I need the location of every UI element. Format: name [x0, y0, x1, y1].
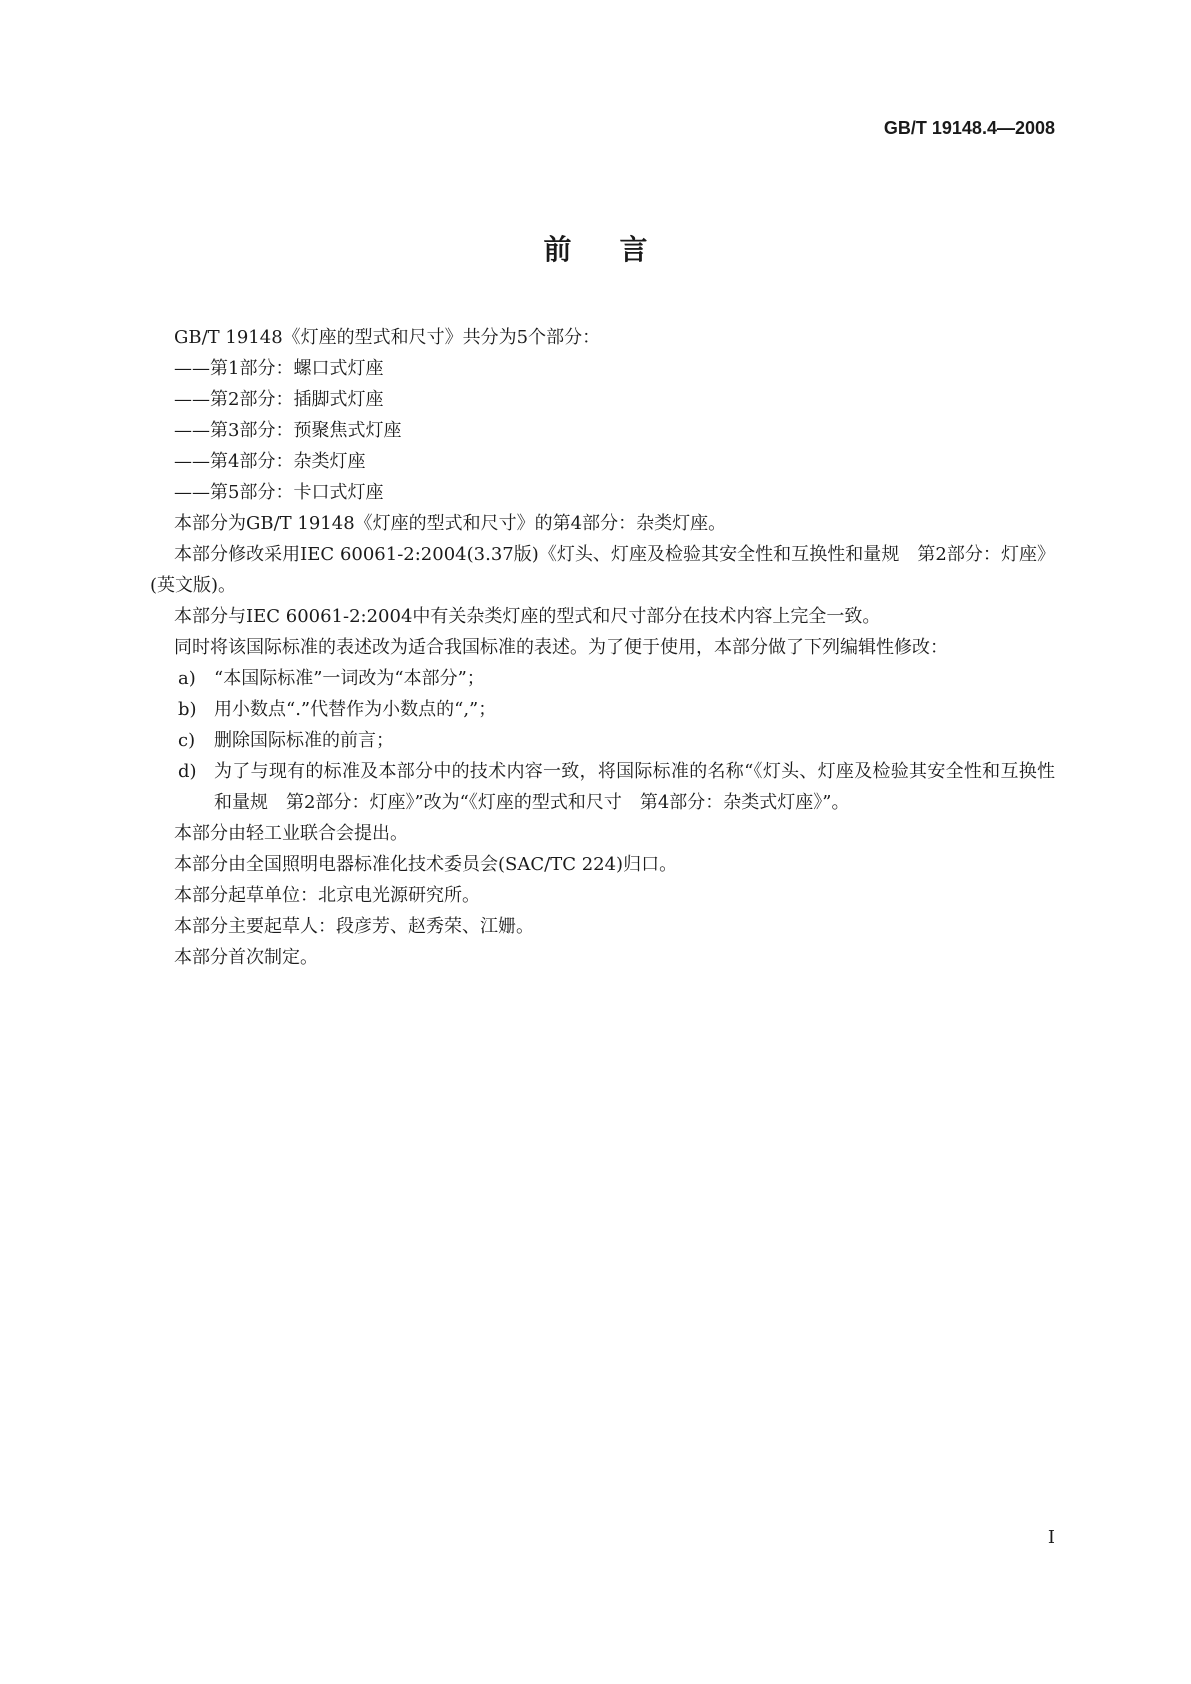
- part-list-item: ——第5部分：卡口式灯座: [174, 482, 384, 503]
- list-marker: c): [178, 730, 196, 751]
- list-item-text: 为了与现有的标准及本部分中的技术内容一致，将国际标准的名称“《灯头、灯座及检验其安全性和互换性和量规 第2部分：灯座》”改为“《灯座的型式和尺寸 第4部分：杂类式灯座》”。: [214, 761, 1055, 813]
- edit-list-item: [150, 725, 1055, 756]
- list-item-text: 删除国际标准的前言；: [214, 730, 394, 751]
- intro-paragraph: GB/T 19148《灯座的型式和尺寸》共分为5个部分：: [174, 327, 601, 348]
- this-part-paragraph: 本部分为GB/T 19148《灯座的型式和尺寸》的第4部分：杂类灯座。: [174, 513, 727, 534]
- page-number: I: [1047, 1527, 1055, 1548]
- list-item-text: 用小数点“.”代替作为小数点的“,”；: [214, 699, 497, 720]
- part-list-item: ——第2部分：插脚式灯座: [174, 389, 384, 410]
- proposed-by-paragraph: 本部分由轻工业联合会提出。: [174, 823, 408, 844]
- drafters-paragraph: 本部分主要起草人：段彦芳、赵秀荣、江姗。: [174, 916, 534, 937]
- edits-intro-paragraph: 同时将该国际标准的表述改为适合我国标准的表述。为了便于使用，本部分做了下列编辑性修改：: [174, 637, 948, 658]
- edit-list-item: [150, 663, 1055, 694]
- edit-list-item: [150, 756, 1055, 818]
- part-list-item: ——第1部分：螺口式灯座: [174, 358, 384, 379]
- adoption-text: 本部分修改采用IEC 60061-2:2004(3.37版)《灯头、灯座及检验其安全性和互换性和量规 第2部分：灯座》(英文版)。: [150, 544, 1055, 596]
- list-item-text: “本国际标准”一词改为“本部分”；: [214, 668, 485, 689]
- adoption-paragraph: [150, 539, 1055, 601]
- edit-list-item: [150, 694, 1055, 725]
- page-title: 前言: [543, 233, 696, 266]
- list-marker: d): [178, 761, 197, 782]
- first-issue-paragraph: 本部分首次制定。: [174, 947, 318, 968]
- consistency-paragraph: 本部分与IEC 60061-2:2004中有关杂类灯座的型式和尺寸部分在技术内容上完全一致。: [174, 606, 881, 627]
- foreword-body: [150, 322, 1055, 973]
- drafting-unit-paragraph: 本部分起草单位：北京电光源研究所。: [174, 885, 480, 906]
- under-paragraph: 本部分由全国照明电器标准化技术委员会(SAC/TC 224)归口。: [174, 854, 678, 875]
- standard-code: GB/T 19148.4—2008: [883, 118, 1055, 138]
- part-list-item: ——第3部分：预聚焦式灯座: [174, 420, 402, 441]
- part-list-item: ——第4部分：杂类灯座: [174, 451, 366, 472]
- list-marker: b): [178, 699, 197, 720]
- list-marker: a): [178, 668, 196, 689]
